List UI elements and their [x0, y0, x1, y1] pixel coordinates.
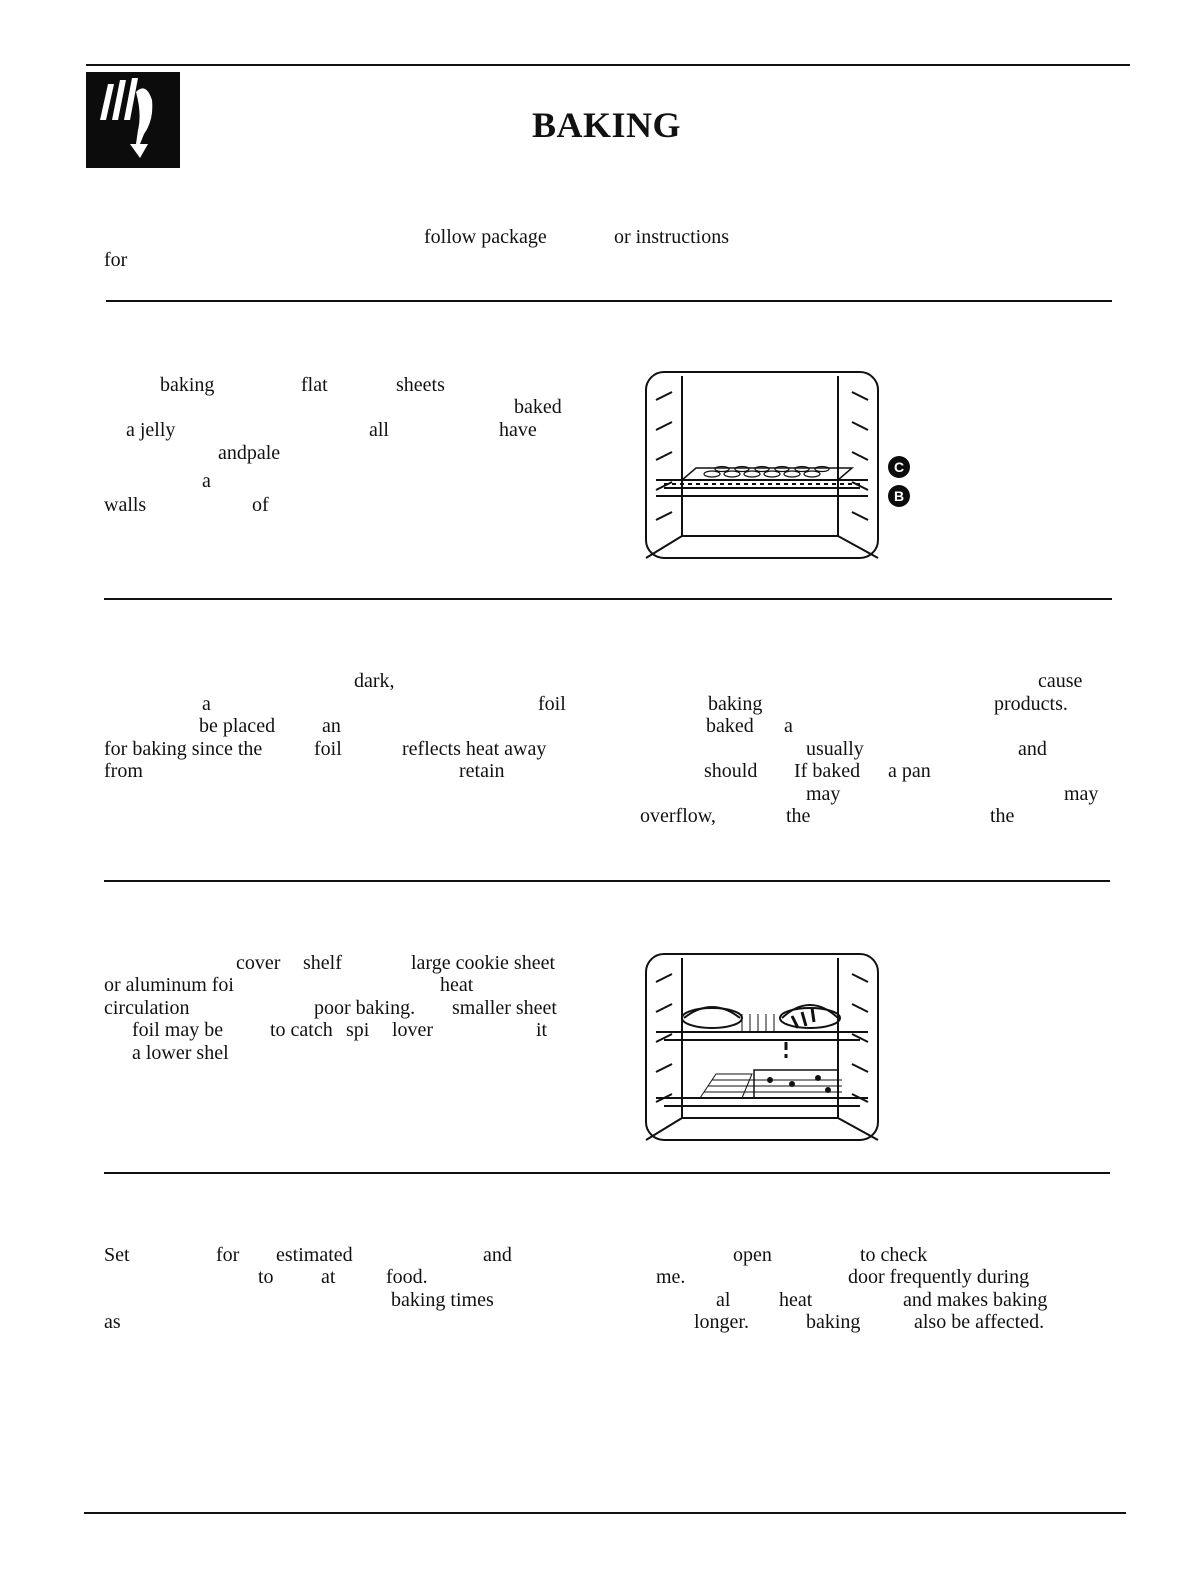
body-text: an — [322, 715, 341, 737]
body-text: should — [704, 760, 758, 782]
body-text: a pan — [888, 760, 931, 782]
body-text: baking — [806, 1311, 861, 1333]
body-text: a — [202, 693, 211, 715]
body-text: and — [1018, 738, 1047, 760]
body-text: foil — [538, 693, 566, 715]
body-text: and — [483, 1244, 512, 1266]
body-text: dark, — [354, 670, 395, 692]
intro-text: for — [104, 249, 128, 271]
body-text: circulation — [104, 997, 190, 1019]
body-text: baking — [708, 693, 763, 715]
body-text: food. — [386, 1266, 428, 1288]
intro-text: follow package — [424, 226, 547, 248]
body-text: overflow, — [640, 805, 716, 827]
body-text: to check — [860, 1244, 928, 1266]
body-text: for baking since the — [104, 738, 263, 760]
body-text: baking — [160, 374, 215, 396]
intro-text: or instructions — [614, 226, 729, 248]
body-text: a — [202, 470, 211, 492]
body-text: for — [216, 1244, 240, 1266]
body-text: al — [716, 1289, 731, 1311]
body-text: the — [786, 805, 811, 827]
body-text: all — [369, 419, 389, 441]
body-text: be placed — [199, 715, 276, 737]
body-text: reflects heat away — [402, 738, 547, 760]
body-text: products. — [994, 693, 1068, 715]
body-text: the — [990, 805, 1015, 827]
body-text: andpale — [218, 442, 281, 464]
body-text: from — [104, 760, 143, 782]
body-text: baked — [706, 715, 754, 737]
body-text: spi — [346, 1019, 370, 1041]
body-text: me. — [656, 1266, 686, 1288]
body-text: usually — [806, 738, 864, 760]
body-text: a jelly — [126, 419, 176, 441]
body-text: Set — [104, 1244, 130, 1266]
section-divider — [104, 598, 1112, 600]
shelf-position-badge: B — [888, 485, 910, 507]
body-text: flat — [301, 374, 328, 396]
body-text: of — [252, 494, 269, 516]
body-text: door frequently during — [848, 1266, 1030, 1288]
oven-cookie-sheet-illustration — [642, 370, 882, 560]
body-text: to — [258, 1266, 274, 1288]
body-text: a lower shel — [132, 1042, 229, 1064]
body-text: smaller sheet — [452, 997, 557, 1019]
body-text: and makes baking — [903, 1289, 1048, 1311]
body-text: heat — [440, 974, 474, 996]
section-divider — [104, 880, 1110, 882]
body-text: foil — [314, 738, 342, 760]
body-text: If baked — [794, 760, 861, 782]
body-text: lover — [392, 1019, 434, 1041]
footer-rule — [84, 1512, 1126, 1514]
body-text: baked — [514, 396, 562, 418]
body-text: open — [733, 1244, 772, 1266]
body-text: it — [536, 1019, 548, 1041]
section-divider — [106, 300, 1112, 302]
body-text: cause — [1038, 670, 1083, 692]
body-text: retain — [459, 760, 505, 782]
body-text: a — [784, 715, 793, 737]
shelf-position-badge: C — [888, 456, 910, 478]
body-text: to catch — [270, 1019, 333, 1041]
body-text: foil may be — [132, 1019, 224, 1041]
body-text: at — [321, 1266, 336, 1288]
body-text: may — [1064, 783, 1099, 805]
body-text: baking times — [391, 1289, 494, 1311]
body-text: shelf — [303, 952, 342, 974]
header-rule — [86, 64, 1130, 66]
body-text: cover — [236, 952, 281, 974]
hand-press-glyph — [86, 72, 180, 168]
body-text: have — [499, 419, 537, 441]
hand-press-icon — [86, 72, 180, 168]
body-text: also be affected. — [914, 1311, 1045, 1333]
body-text: longer. — [694, 1311, 749, 1333]
page-title: BAKING — [532, 105, 682, 145]
body-text: or aluminum foi — [104, 974, 234, 996]
body-text: large cookie sheet — [411, 952, 556, 974]
body-text: walls — [104, 494, 147, 516]
body-text: estimated — [276, 1244, 353, 1266]
body-text: heat — [779, 1289, 813, 1311]
body-text: poor baking. — [314, 997, 416, 1019]
body-text: may — [806, 783, 841, 805]
oven-pie-foil-illustration — [642, 952, 882, 1142]
body-text: as — [104, 1311, 121, 1333]
body-text: sheets — [396, 374, 445, 396]
section-divider — [104, 1172, 1110, 1174]
